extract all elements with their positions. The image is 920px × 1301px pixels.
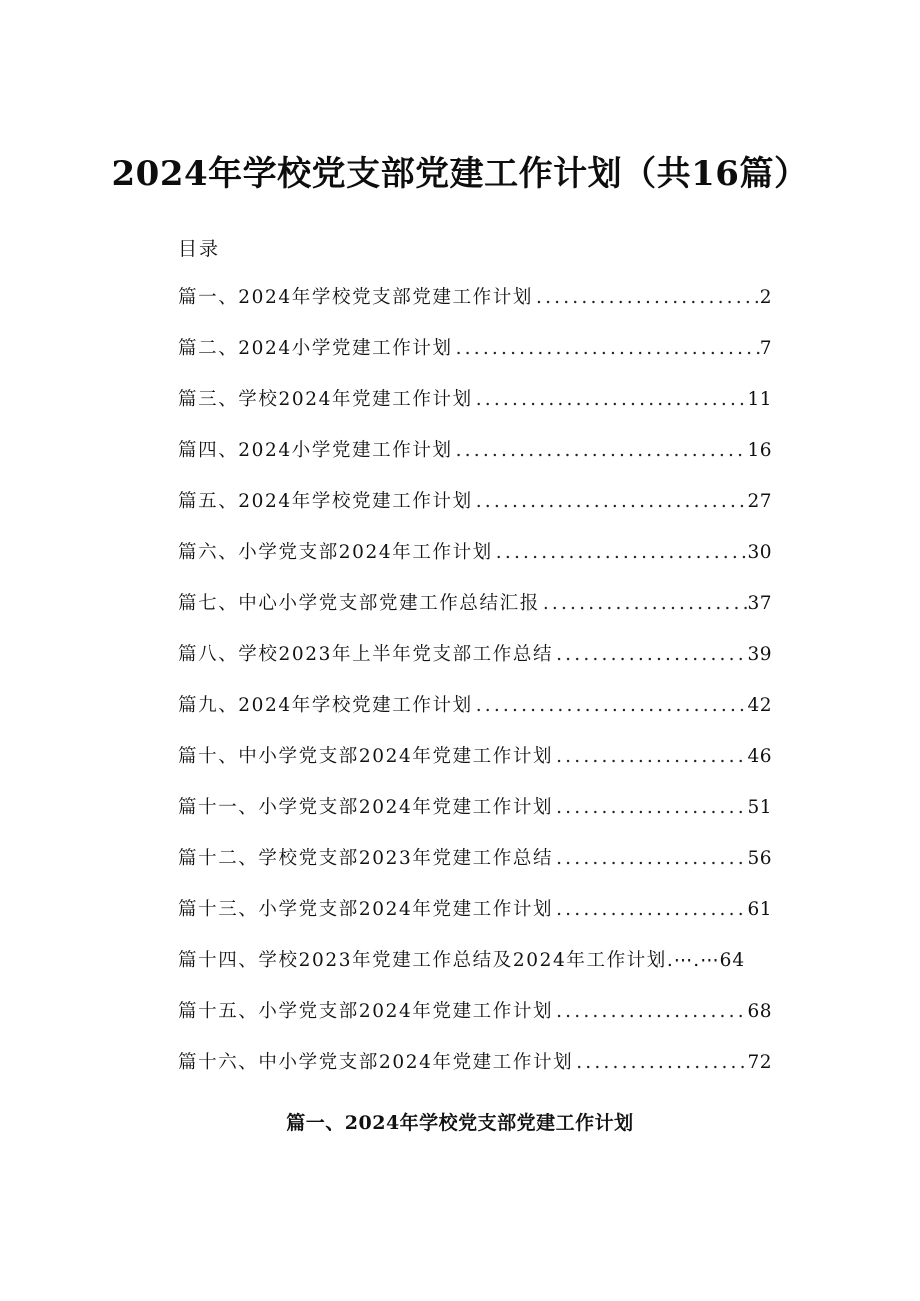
toc-entry[interactable] bbox=[178, 283, 772, 334]
toc-entry[interactable] bbox=[178, 895, 772, 946]
toc-entry[interactable] bbox=[178, 1048, 772, 1099]
toc-entry-label: 篇六、小学党支部2024年工作计划 bbox=[178, 542, 493, 563]
toc-entry-label: 篇十二、学校党支部2023年党建工作总结 bbox=[178, 848, 554, 869]
toc-entry-page: 37 bbox=[747, 593, 772, 614]
toc-dot-leader bbox=[553, 1001, 747, 1022]
toc-dot-leader bbox=[573, 1052, 747, 1073]
toc-entry-label: 篇十四、学校2023年党建工作总结及2024年工作计划 bbox=[178, 950, 667, 971]
toc-entry[interactable] bbox=[178, 538, 772, 589]
toc-entry-page: 16 bbox=[747, 440, 772, 461]
toc-entry-page: 27 bbox=[747, 491, 772, 512]
toc-entry[interactable] bbox=[178, 997, 772, 1048]
toc-dot-leader bbox=[553, 848, 747, 869]
toc-entry[interactable] bbox=[178, 589, 772, 640]
toc-entry-page: 51 bbox=[747, 797, 772, 818]
toc-entry-label: 篇九、2024年学校党建工作计划 bbox=[178, 695, 473, 716]
toc-entry-label: 篇十六、中小学党支部2024年党建工作计划 bbox=[178, 1052, 574, 1073]
toc-entry-label: 篇十一、小学党支部2024年党建工作计划 bbox=[178, 797, 554, 818]
toc-entry-page: 2 bbox=[759, 287, 772, 308]
toc-dot-leader bbox=[493, 542, 748, 563]
toc-entry[interactable] bbox=[178, 946, 772, 997]
toc-entry[interactable] bbox=[178, 640, 772, 691]
toc-entry-page: 30 bbox=[747, 542, 772, 563]
toc-entry[interactable] bbox=[178, 742, 772, 793]
toc-dot-leader bbox=[553, 644, 747, 665]
toc-dot-leader bbox=[453, 440, 748, 461]
toc-heading: 目录 bbox=[178, 238, 221, 260]
toc-dot-leader bbox=[453, 338, 760, 359]
toc-entry-page: 68 bbox=[747, 1001, 772, 1022]
toc-dot-leader bbox=[473, 695, 748, 716]
toc-entry-label: 篇十、中小学党支部2024年党建工作计划 bbox=[178, 746, 554, 767]
toc-entry-page: 61 bbox=[747, 899, 772, 920]
toc-dot-leader bbox=[540, 593, 748, 614]
toc-entry-label: 篇二、2024小学党建工作计划 bbox=[178, 338, 453, 359]
toc-entry[interactable] bbox=[178, 334, 772, 385]
toc-dot-leader bbox=[553, 797, 747, 818]
toc-entry[interactable] bbox=[178, 436, 772, 487]
toc-dot-leader bbox=[533, 287, 760, 308]
toc-entry-label: 篇十五、小学党支部2024年党建工作计划 bbox=[178, 1001, 554, 1022]
toc-entry[interactable] bbox=[178, 691, 772, 742]
toc-entry[interactable] bbox=[178, 487, 772, 538]
document-title: 2024年学校党支部党建工作计划（共16篇） bbox=[111, 154, 809, 194]
toc-entry-page: .⋯.⋯64 bbox=[666, 950, 746, 971]
toc-entry-page: 39 bbox=[747, 644, 772, 665]
toc-entry-page: 72 bbox=[747, 1052, 772, 1073]
toc-entry-label: 篇三、学校2024年党建工作计划 bbox=[178, 389, 473, 410]
toc-dot-leader bbox=[553, 746, 747, 767]
toc-entry-label: 篇十三、小学党支部2024年党建工作计划 bbox=[178, 899, 554, 920]
toc-entry-label: 篇五、2024年学校党建工作计划 bbox=[178, 491, 473, 512]
toc-dot-leader bbox=[473, 389, 748, 410]
toc-entry-page: 11 bbox=[747, 389, 772, 410]
toc-dot-leader bbox=[473, 491, 748, 512]
toc-dot-leader bbox=[553, 899, 747, 920]
toc-entry-page: 56 bbox=[747, 848, 772, 869]
toc-entry-label: 篇八、学校2023年上半年党支部工作总结 bbox=[178, 644, 554, 665]
toc-entry-page: 7 bbox=[759, 338, 772, 359]
toc-entry-label: 篇四、2024小学党建工作计划 bbox=[178, 440, 453, 461]
section-heading: 篇一、2024年学校党支部党建工作计划 bbox=[286, 1112, 634, 1134]
toc-entry[interactable] bbox=[178, 844, 772, 895]
toc-entry-page: 46 bbox=[747, 746, 772, 767]
toc-entry[interactable] bbox=[178, 385, 772, 436]
toc-entry[interactable] bbox=[178, 793, 772, 844]
table-of-contents bbox=[178, 283, 772, 1099]
toc-entry-page: 42 bbox=[747, 695, 772, 716]
toc-entry-label: 篇一、2024年学校党支部党建工作计划 bbox=[178, 287, 533, 308]
toc-entry-label: 篇七、中心小学党支部党建工作总结汇报 bbox=[178, 593, 540, 614]
